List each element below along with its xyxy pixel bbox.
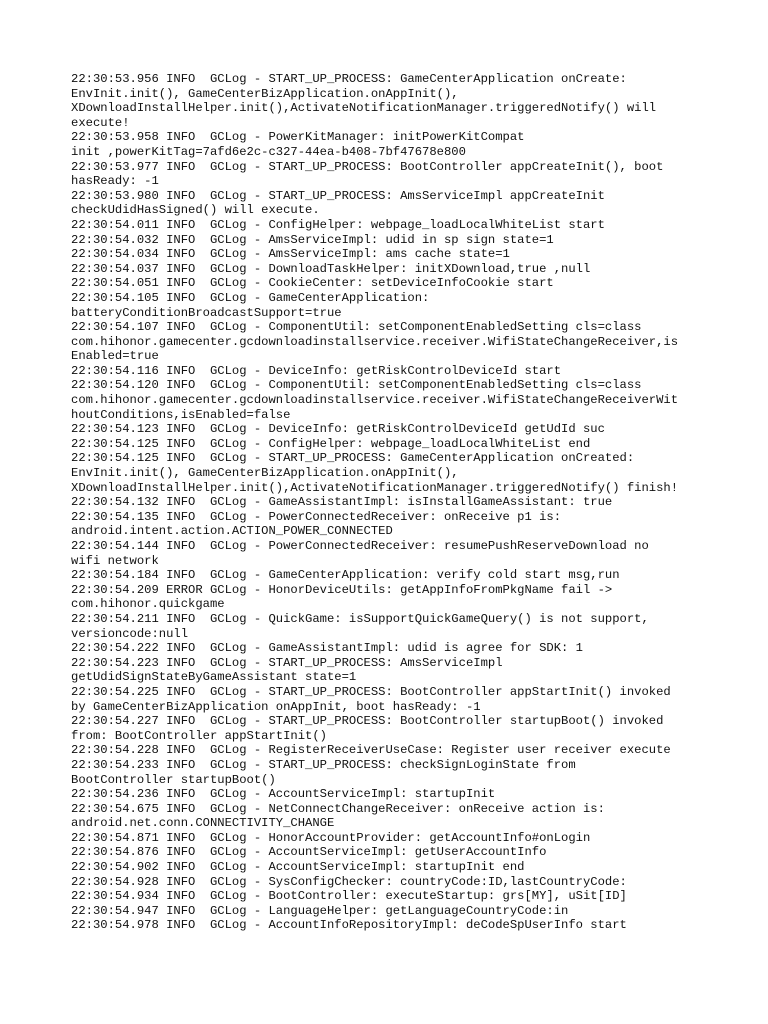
log-line: Enabled=true <box>71 349 159 364</box>
log-line: hasReady: -1 <box>71 174 159 189</box>
log-line: 22:30:54.227 INFO GCLog - START_UP_PROCESS: BootController startupBoot() invoked <box>71 714 664 729</box>
log-line: 22:30:54.225 INFO GCLog - START_UP_PROCESS: BootController appStartInit() invoked <box>71 684 671 699</box>
log-line: com.hihonor.gamecenter.gcdownloadinstallservice.receiver.WifiStateChangeReceiver,is <box>71 334 679 349</box>
log-line: 22:30:54.011 INFO GCLog - ConfigHelper: webpage_loadLocalWhiteList start <box>71 217 605 232</box>
log-document <box>71 72 711 933</box>
log-line: XDownloadInstallHelper.init(),ActivateNotificationManager.triggeredNotify() finish! <box>71 480 679 495</box>
log-line: 22:30:53.958 INFO GCLog - PowerKitManager: initPowerKitCompat <box>71 130 525 145</box>
log-line: checkUdidHasSigned() will execute. <box>71 203 320 218</box>
log-line: 22:30:53.956 INFO GCLog - START_UP_PROCESS: GameCenterApplication onCreate: <box>71 72 627 86</box>
log-line: 22:30:54.132 INFO GCLog - GameAssistantImpl: isInstallGameAssistant: true <box>71 495 613 510</box>
log-line: 22:30:54.123 INFO GCLog - DeviceInfo: getRiskControlDeviceId getUdId suc <box>71 422 605 437</box>
log-line: EnvInit.init(), GameCenterBizApplication.onAppInit(), <box>71 466 459 481</box>
log-line: versioncode:null <box>71 626 189 641</box>
log-line: 22:30:54.222 INFO GCLog - GameAssistantImpl: udid is agree for SDK: 1 <box>71 641 583 656</box>
log-line: batteryConditionBroadcastSupport=true <box>71 305 342 320</box>
log-line: 22:30:54.223 INFO GCLog - START_UP_PROCESS: AmsServiceImpl <box>71 655 503 670</box>
log-line: from: BootController appStartInit() <box>71 728 327 743</box>
log-line: 22:30:54.037 INFO GCLog - DownloadTaskHelper: initXDownload,true ,null <box>71 261 591 276</box>
log-line: 22:30:54.233 INFO GCLog - START_UP_PROCESS: checkSignLoginState from <box>71 757 576 772</box>
log-line: 22:30:54.051 INFO GCLog - CookieCenter: setDeviceInfoCookie start <box>71 276 554 291</box>
log-line: 22:30:54.184 INFO GCLog - GameCenterApplication: verify cold start msg,run <box>71 568 620 583</box>
log-line: 22:30:54.928 INFO GCLog - SysConfigChecker: countryCode:ID,lastCountryCode: <box>71 874 627 889</box>
log-line: XDownloadInstallHelper.init(),ActivateNotificationManager.triggeredNotify() will <box>71 101 657 116</box>
log-line: 22:30:54.978 INFO GCLog - AccountInfoRepositoryImpl: deCodeSpUserInfo start <box>71 918 627 933</box>
log-line: by GameCenterBizApplication onAppInit, boot hasReady: -1 <box>71 699 481 714</box>
log-line: 22:30:54.105 INFO GCLog - GameCenterApplication: <box>71 290 430 305</box>
log-line: com.hihonor.quickgame <box>71 597 225 612</box>
log-line: 22:30:54.675 INFO GCLog - NetConnectChangeReceiver: onReceive action is: <box>71 801 605 816</box>
log-line: 22:30:53.977 INFO GCLog - START_UP_PROCESS: BootController appCreateInit(), boot <box>71 159 664 174</box>
log-line: 22:30:54.135 INFO GCLog - PowerConnectedReceiver: onReceive p1 is: <box>71 509 562 524</box>
log-line: 22:30:54.947 INFO GCLog - LanguageHelper: getLanguageCountryCode:in <box>71 903 569 918</box>
log-line: init ,powerKitTag=7afd6e2c-c327-44ea-b408-7bf47678e800 <box>71 144 466 159</box>
log-line: 22:30:54.236 INFO GCLog - AccountServiceImpl: startupInit <box>71 787 496 802</box>
log-line: 22:30:54.144 INFO GCLog - PowerConnectedReceiver: resumePushReserveDownload no <box>71 539 649 553</box>
log-line: 22:30:54.209 ERROR GCLog - HonorDeviceUtils: getAppInfoFromPkgName fail -> <box>71 582 613 597</box>
log-line: 22:30:54.032 INFO GCLog - AmsServiceImpl: udid in sp sign state=1 <box>71 232 554 247</box>
log-line: 22:30:54.871 INFO GCLog - HonorAccountProvider: getAccountInfo#onLogin <box>71 830 591 845</box>
log-line: 22:30:54.934 INFO GCLog - BootController: executeStartup: grs[MY], uSit[ID] <box>71 889 627 904</box>
log-line: 22:30:54.116 INFO GCLog - DeviceInfo: getRiskControlDeviceId start <box>71 363 562 378</box>
log-line: com.hihonor.gamecenter.gcdownloadinstallservice.receiver.WifiStateChangeReceiverWit <box>71 393 679 408</box>
log-line: 22:30:53.980 INFO GCLog - START_UP_PROCESS: AmsServiceImpl appCreateInit <box>71 188 605 203</box>
log-line: 22:30:54.125 INFO GCLog - ConfigHelper: webpage_loadLocalWhiteList end <box>71 436 591 451</box>
log-line: 22:30:54.120 INFO GCLog - ComponentUtil: setComponentEnabledSetting cls=class <box>71 378 642 393</box>
log-line: 22:30:54.034 INFO GCLog - AmsServiceImpl: ams cache state=1 <box>71 247 510 262</box>
log-line: 22:30:54.107 INFO GCLog - ComponentUtil: setComponentEnabledSetting cls=class <box>71 320 642 335</box>
log-line: 22:30:54.211 INFO GCLog - QuickGame: isSupportQuickGameQuery() is not support, <box>71 611 649 626</box>
log-line: execute! <box>71 115 130 130</box>
log-line: 22:30:54.902 INFO GCLog - AccountServiceImpl: startupInit end <box>71 860 525 875</box>
log-line: android.net.conn.CONNECTIVITY_CHANGE <box>71 816 335 831</box>
log-line: android.intent.action.ACTION_POWER_CONNECTED <box>71 524 393 539</box>
log-line: getUdidSignStateByGameAssistant state=1 <box>71 670 357 685</box>
log-line: houtConditions,isEnabled=false <box>71 407 291 422</box>
log-line: 22:30:54.228 INFO GCLog - RegisterReceiverUseCase: Register user receiver execute <box>71 743 671 758</box>
log-line: BootController startupBoot() <box>71 772 276 787</box>
log-line: EnvInit.init(), GameCenterBizApplication.onAppInit(), <box>71 86 459 101</box>
log-line: 22:30:54.876 INFO GCLog - AccountServiceImpl: getUserAccountInfo <box>71 845 547 860</box>
log-line: 22:30:54.125 INFO GCLog - START_UP_PROCESS: GameCenterApplication onCreated: <box>71 451 635 466</box>
log-line: wifi network <box>71 553 159 568</box>
